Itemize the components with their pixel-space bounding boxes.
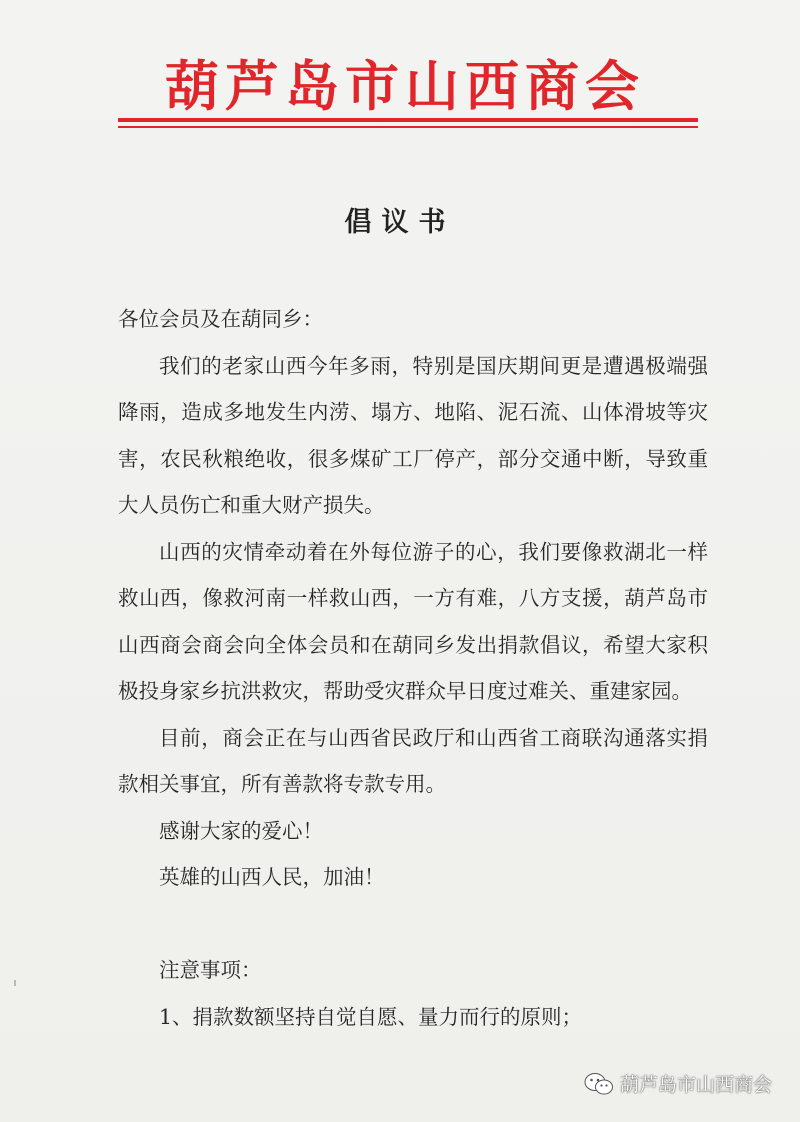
wechat-icon (584, 1072, 614, 1096)
scan-mark (14, 980, 16, 986)
paragraph-disaster: 我们的老家山西今年多雨，特别是国庆期间更是遭遇极端强降雨，造成多地发生内涝、塌方、地陷、泥石流、山体滑坡等灾害，农民秋粮绝收，很多煤矿工厂停产，部分交通中断，导致重大人员伤亡和重大财产损失。 (118, 353, 708, 517)
letterhead-rule-thin (118, 126, 698, 128)
document-title: 倡议书 (344, 207, 456, 238)
organization-letterhead: 葫芦岛市山西商会 (165, 55, 645, 118)
wechat-watermark (584, 1070, 772, 1097)
salutation: 各位会员及在葫同乡： (118, 307, 323, 331)
blank-line (118, 901, 708, 948)
note-item: 1、捐款数额坚持自觉自愿、量力而行的原则； (159, 1004, 583, 1029)
notes-heading: 注意事项： (159, 958, 262, 982)
paragraph-appeal: 山西的灾情牵动着在外每位游子的心，我们要像救湖北一样救山西，像救河南一样救山西，一方有难，八方支援，葫芦岛市山西商会商会向全体会员和在葫同乡发出捐款倡议，希望大家积极投身家乡抗洪救灾，帮助受灾群众早日度过难关、重建家园。 (118, 539, 708, 703)
watermark-text: 葫芦岛市山西商会 (619, 1074, 772, 1096)
paragraph-thanks: 感谢大家的爱心！ (159, 818, 323, 843)
letterhead-rule-thick (118, 118, 698, 122)
paragraph-arrangement: 目前，商会正在与山西省民政厅和山西省工商联沟通落实捐款相关事宜，所有善款将专款专用。 (118, 725, 708, 796)
document-body (118, 296, 708, 1040)
paragraph-cheer: 英雄的山西人民，加油！ (159, 865, 385, 889)
